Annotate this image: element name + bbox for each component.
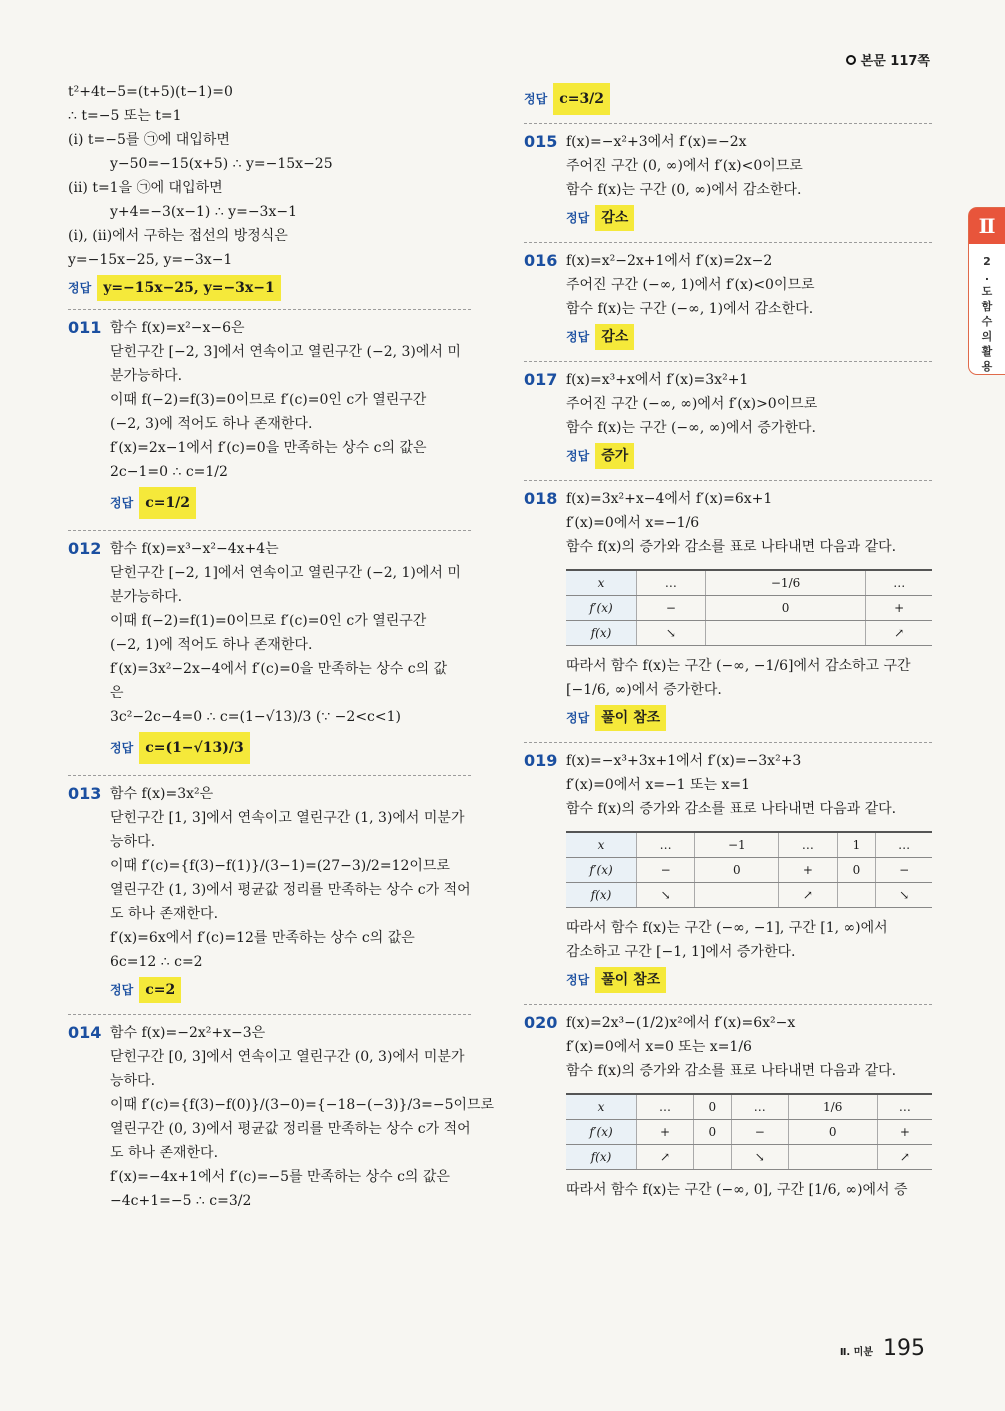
divider xyxy=(524,123,932,124)
table-cell: − xyxy=(637,858,695,883)
answer-row xyxy=(68,275,471,301)
problem-body xyxy=(566,368,932,472)
table-cell: − xyxy=(637,596,706,621)
problem-number: 013 xyxy=(68,784,102,803)
text-line: 감소하고 구간 [−1, 1]에서 증가한다. xyxy=(566,944,796,960)
page-reference xyxy=(846,50,930,69)
text-line: 이때 f′(c)={f(3)−f(0)}/(3−0)={−18−(−3)}/3=−5이므로 xyxy=(110,1097,495,1113)
divider xyxy=(524,361,932,362)
table-cell: + xyxy=(877,1120,932,1145)
problem-012 xyxy=(68,537,471,767)
text-line: f′(x)=3x²−2x−4에서 f′(c)=0을 만족하는 상수 c의 값 xyxy=(110,661,448,677)
text-line: 도 하나 존재한다. xyxy=(110,1145,219,1161)
table-cell: x xyxy=(566,832,637,858)
problem-number: 012 xyxy=(68,539,102,558)
table-cell: 0 xyxy=(693,1120,731,1145)
text-line: (ⅰ), (ⅱ)에서 구하는 접선의 방정식은 xyxy=(68,228,288,244)
table-cell: − xyxy=(731,1120,788,1145)
table-row xyxy=(566,1094,932,1120)
answer-row xyxy=(566,705,932,731)
problem-body xyxy=(566,1011,932,1202)
text-line: 닫힌구간 [0, 3]에서 연속이고 열린구간 (0, 3)에서 미분가 xyxy=(110,1049,465,1065)
problem-body xyxy=(110,1021,494,1213)
problem-number: 016 xyxy=(524,251,558,270)
answer-label: 정답 xyxy=(110,496,134,510)
page-number: 195 xyxy=(883,1336,925,1361)
text-line: 함수 f(x)의 증가와 감소를 표로 나타내면 다음과 같다. xyxy=(566,1063,897,1079)
table-cell: f′(x) xyxy=(566,1120,637,1145)
text-line: 함수 f(x)=−2x²+x−3은 xyxy=(110,1025,266,1041)
text-line: 3c²−2c−4=0 ∴ c=(1−√13)/3 (∵ −2<c<1) xyxy=(110,709,401,725)
answer-value: c=1/2 xyxy=(139,487,196,519)
table-cell: … xyxy=(731,1094,788,1120)
text-line: 열린구간 (0, 3)에서 평균값 정리를 만족하는 상수 c가 적어 xyxy=(110,1121,471,1137)
table-cell: −1 xyxy=(695,832,779,858)
table-cell: 1 xyxy=(837,832,876,858)
divider xyxy=(524,742,932,743)
problem-number: 020 xyxy=(524,1013,558,1032)
text-line: 열린구간 (1, 3)에서 평균값 정리를 만족하는 상수 c가 적어 xyxy=(110,882,471,898)
variation-table xyxy=(566,1093,932,1170)
variation-table xyxy=(566,831,932,908)
table-row xyxy=(566,621,932,646)
divider xyxy=(68,1014,471,1015)
problem-011 xyxy=(68,316,471,522)
text-line: (−2, 1)에 적어도 하나 존재한다. xyxy=(110,637,313,653)
problem-017 xyxy=(524,368,932,472)
answer-row xyxy=(110,977,471,1003)
answer-value: 감소 xyxy=(595,205,634,231)
text-line: ∴ t=−5 또는 t=1 xyxy=(68,108,182,124)
table-cell: … xyxy=(866,570,932,596)
text-line: y−50=−15(x+5) ∴ y=−15x−25 xyxy=(110,156,333,172)
left-column xyxy=(68,80,495,1213)
table-cell: 0 xyxy=(837,858,876,883)
table-cell: … xyxy=(876,832,932,858)
page-footer xyxy=(840,1336,925,1361)
problem-number: 017 xyxy=(524,370,558,389)
table-row xyxy=(566,1145,932,1170)
table-cell: + xyxy=(637,1120,694,1145)
text-line: 이때 f(−2)=f(1)=0이므로 f′(c)=0인 c가 열린구간 xyxy=(110,613,427,629)
text-line: 함수 f(x)의 증가와 감소를 표로 나타내면 다음과 같다. xyxy=(566,801,897,817)
text-line: 닫힌구간 [1, 3]에서 연속이고 열린구간 (1, 3)에서 미분가 xyxy=(110,810,465,826)
table-cell: ↘ xyxy=(637,621,706,646)
answer-label: 정답 xyxy=(68,281,92,295)
text-line: (−2, 3)에 적어도 하나 존재한다. xyxy=(110,416,313,432)
text-line: −4c+1=−5 ∴ c=3/2 xyxy=(110,1193,252,1209)
table-cell: ↘ xyxy=(637,883,695,908)
divider xyxy=(524,480,932,481)
chapter-title: 2 . 도 함 수 의 활 용 xyxy=(981,255,993,373)
answer-label: 정답 xyxy=(566,211,590,225)
text-line: 이때 f′(c)={f(3)−f(1)}/(3−1)=(27−3)/2=12이므로 xyxy=(110,858,450,874)
answer-row xyxy=(566,443,932,469)
answer-label: 정답 xyxy=(566,330,590,344)
text-line: f(x)=x³+x에서 f′(x)=3x²+1 xyxy=(566,372,749,388)
text-line: 함수 f(x)=3x²은 xyxy=(110,786,214,802)
text-line: 함수 f(x)의 증가와 감소를 표로 나타내면 다음과 같다. xyxy=(566,539,897,555)
table-cell: 0 xyxy=(695,858,779,883)
table-cell: + xyxy=(866,596,932,621)
table-cell: ↗ xyxy=(637,1145,694,1170)
answer-row xyxy=(566,324,932,350)
table-row xyxy=(566,596,932,621)
table-cell: … xyxy=(637,1094,694,1120)
table-cell: … xyxy=(877,1094,932,1120)
text-line: y=−15x−25, y=−3x−1 xyxy=(68,252,233,268)
problem-body xyxy=(566,130,932,234)
problem-018 xyxy=(524,487,932,734)
answer-label: 정답 xyxy=(566,711,590,725)
answer-value: 풀이 참조 xyxy=(595,705,666,731)
text-line: t²+4t−5=(t+5)(t−1)=0 xyxy=(68,84,233,100)
table-cell: 1/6 xyxy=(788,1094,877,1120)
answer-value: y=−15x−25, y=−3x−1 xyxy=(97,275,281,301)
text-line: 함수 f(x)는 구간 (−∞, ∞)에서 증가한다. xyxy=(566,420,816,436)
table-cell: 0 xyxy=(693,1094,731,1120)
variation-table xyxy=(566,569,932,646)
problem-016 xyxy=(524,249,932,353)
text-line: 능하다. xyxy=(110,1073,156,1089)
text-line: 주어진 구간 (−∞, ∞)에서 f′(x)>0이므로 xyxy=(566,396,818,412)
table-cell: f′(x) xyxy=(566,596,637,621)
text-line: 따라서 함수 f(x)는 구간 (−∞, −1/6]에서 감소하고 구간 xyxy=(566,658,911,674)
footer-chapter: Ⅱ. 미분 xyxy=(839,1347,873,1358)
answer-label: 정답 xyxy=(110,983,134,997)
table-cell xyxy=(695,883,779,908)
table-row xyxy=(566,883,932,908)
text-line: 능하다. xyxy=(110,834,156,850)
table-cell: ↘ xyxy=(876,883,932,908)
table-cell: 0 xyxy=(705,596,866,621)
table-cell: ↘ xyxy=(731,1145,788,1170)
answer-label: 정답 xyxy=(110,741,134,755)
text-line: 은 xyxy=(110,685,124,701)
table-cell: f(x) xyxy=(566,1145,637,1170)
problem-015 xyxy=(524,130,932,234)
table-cell: 0 xyxy=(788,1120,877,1145)
text-line: f′(x)=0에서 x=−1 또는 x=1 xyxy=(566,777,751,793)
text-line: f′(x)=0에서 x=0 또는 x=1/6 xyxy=(566,1039,752,1055)
text-line: 6c=12 ∴ c=2 xyxy=(110,954,203,970)
table-row xyxy=(566,1120,932,1145)
problem-014 xyxy=(68,1021,495,1213)
table-cell: − xyxy=(876,858,932,883)
table-cell: … xyxy=(637,570,706,596)
text-line: 닫힌구간 [−2, 3]에서 연속이고 열린구간 (−2, 3)에서 미 xyxy=(110,344,461,360)
text-line: 분가능하다. xyxy=(110,368,183,384)
text-line: 주어진 구간 (−∞, 1)에서 f′(x)<0이므로 xyxy=(566,277,815,293)
table-cell xyxy=(837,883,876,908)
problem-body xyxy=(566,249,932,353)
table-cell: + xyxy=(779,858,837,883)
text-line: f(x)=2x³−(1/2)x²에서 f′(x)=6x²−x xyxy=(566,1015,796,1031)
answer-label: 정답 xyxy=(566,449,590,463)
problem-019 xyxy=(524,749,932,996)
text-line: 함수 f(x)=x³−x²−4x+4는 xyxy=(110,541,279,557)
table-cell: f(x) xyxy=(566,883,637,908)
text-line: [−1/6, ∞)에서 증가한다. xyxy=(566,682,722,698)
problem-number: 015 xyxy=(524,132,558,151)
problem-body xyxy=(566,749,932,996)
table-cell: … xyxy=(637,832,695,858)
text-line: 도 하나 존재한다. xyxy=(110,906,219,922)
text-line: 주어진 구간 (0, ∞)에서 f′(x)<0이므로 xyxy=(566,158,803,174)
text-line: f(x)=x²−2x+1에서 f′(x)=2x−2 xyxy=(566,253,773,269)
table-cell: x xyxy=(566,570,637,596)
problem-number: 011 xyxy=(68,318,102,337)
text-line: f(x)=−x³+3x+1에서 f′(x)=−3x²+3 xyxy=(566,753,802,769)
divider xyxy=(524,1004,932,1005)
text-line: 따라서 함수 f(x)는 구간 (−∞, −1], 구간 [1, ∞)에서 xyxy=(566,920,888,936)
answer-row xyxy=(566,967,932,993)
problem-body xyxy=(110,316,471,522)
divider xyxy=(524,242,932,243)
text-line: (ⅰ) t=−5를 ㉠에 대입하면 xyxy=(68,132,230,148)
problem-body xyxy=(566,487,932,734)
table-row xyxy=(566,832,932,858)
answer-value: 감소 xyxy=(595,324,634,350)
table-cell: x xyxy=(566,1094,637,1120)
text-line: f′(x)=6x에서 f′(c)=12를 만족하는 상수 c의 값은 xyxy=(110,930,415,946)
problem-body xyxy=(110,537,471,767)
answer-value: c=(1−√13)/3 xyxy=(139,732,250,764)
text-line: 함수 f(x)=x²−x−6은 xyxy=(110,320,245,336)
problem-number: 018 xyxy=(524,489,558,508)
answer-row xyxy=(110,487,471,519)
table-cell: −1/6 xyxy=(705,570,866,596)
table-row xyxy=(566,858,932,883)
table-cell xyxy=(693,1145,731,1170)
answer-row xyxy=(566,205,932,231)
text-line: f(x)=3x²+x−4에서 f′(x)=6x+1 xyxy=(566,491,773,507)
divider xyxy=(68,775,471,776)
text-line: f′(x)=2x−1에서 f′(c)=0을 만족하는 상수 c의 값은 xyxy=(110,440,427,456)
answer-label: 정답 xyxy=(524,92,548,106)
answer-row xyxy=(110,732,471,764)
text-line: 따라서 함수 f(x)는 구간 (−∞, 0], 구간 [1/6, ∞)에서 증 xyxy=(566,1182,908,1198)
text-line: 닫힌구간 [−2, 1]에서 연속이고 열린구간 (−2, 1)에서 미 xyxy=(110,565,461,581)
table-cell xyxy=(705,621,866,646)
text-line: 이때 f(−2)=f(3)=0이므로 f′(c)=0인 c가 열린구간 xyxy=(110,392,427,408)
circle-icon xyxy=(846,55,856,65)
table-cell: ↗ xyxy=(866,621,932,646)
chapter-numeral: Ⅱ xyxy=(969,208,1005,244)
answer-label: 정답 xyxy=(566,973,590,987)
problem-number: 019 xyxy=(524,751,558,770)
text-line: f′(x)=−4x+1에서 f′(c)=−5를 만족하는 상수 c의 값은 xyxy=(110,1169,450,1185)
answer-row xyxy=(524,83,932,115)
answer-value: c=2 xyxy=(139,977,181,1003)
answer-value: c=3/2 xyxy=(553,83,610,115)
text-line: 함수 f(x)는 구간 (0, ∞)에서 감소한다. xyxy=(566,182,802,198)
text-line: (ⅱ) t=1을 ㉠에 대입하면 xyxy=(68,180,223,196)
page-reference-text: 본문 117쪽 xyxy=(860,54,930,69)
text-line: f(x)=−x²+3에서 f′(x)=−2x xyxy=(566,134,747,150)
table-cell: f′(x) xyxy=(566,858,637,883)
answer-value: 풀이 참조 xyxy=(595,967,666,993)
text-line: f′(x)=0에서 x=−1/6 xyxy=(566,515,700,531)
table-cell: f(x) xyxy=(566,621,637,646)
table-cell xyxy=(788,1145,877,1170)
answer-value: 증가 xyxy=(595,443,634,469)
problem-020 xyxy=(524,1011,932,1202)
right-column xyxy=(524,80,932,1202)
table-cell: ↗ xyxy=(877,1145,932,1170)
problem-number: 014 xyxy=(68,1023,102,1042)
table-cell: … xyxy=(779,832,837,858)
text-line: 2c−1=0 ∴ c=1/2 xyxy=(110,464,228,480)
divider xyxy=(68,530,471,531)
text-line: 함수 f(x)는 구간 (−∞, 1)에서 감소한다. xyxy=(566,301,814,317)
text-line: y+4=−3(x−1) ∴ y=−3x−1 xyxy=(110,204,297,220)
table-cell: ↗ xyxy=(779,883,837,908)
problem-013 xyxy=(68,782,471,1006)
chapter-side-tab xyxy=(968,207,1005,375)
text-line: 분가능하다. xyxy=(110,589,183,605)
table-row xyxy=(566,570,932,596)
divider xyxy=(68,309,471,310)
problem-body xyxy=(110,782,471,1006)
